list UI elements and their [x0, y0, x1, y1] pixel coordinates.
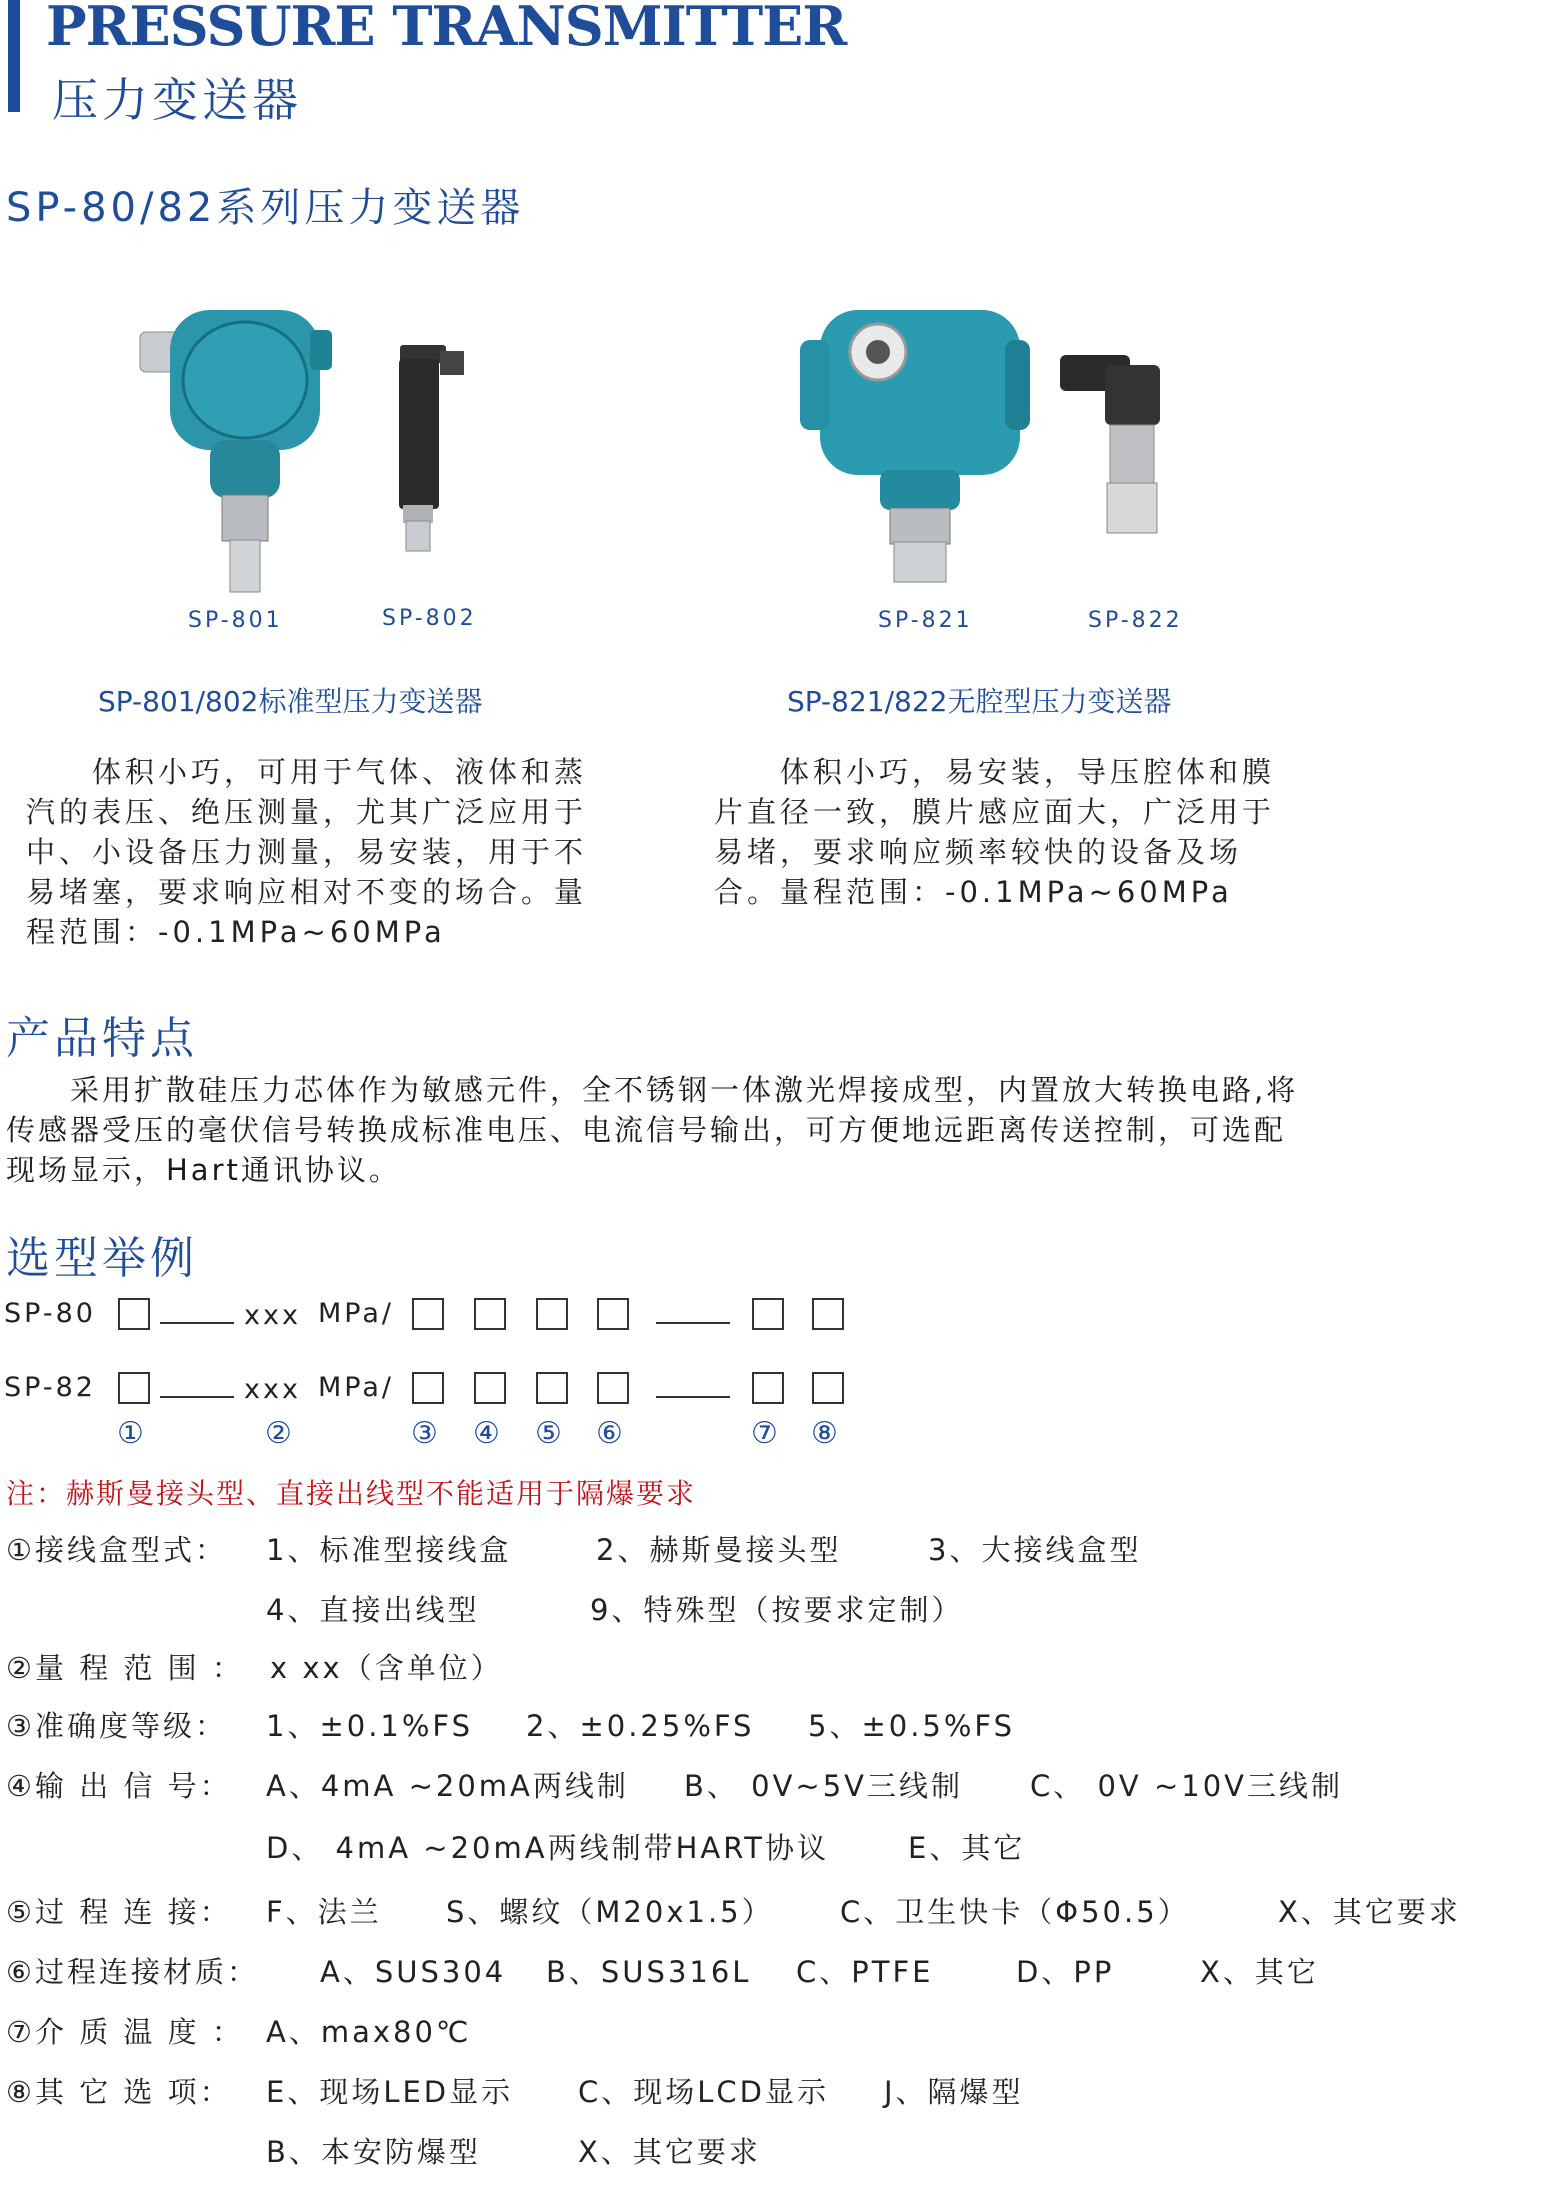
- product-description-left: 体积小巧，可用于气体、液体和蒸汽的表压、绝压测量，尤其广泛应用于中、小设备压力测量，易安装，用于不易堵塞，要求响应相对不变的场合。量程范围：-0.1MPa~60MPa: [26, 755, 588, 949]
- marker-5: ⑤: [535, 1416, 562, 1451]
- option-value: J、隔爆型: [884, 2075, 1024, 2109]
- range-placeholder: xxx: [244, 1374, 301, 1405]
- code-box-5: [536, 1298, 568, 1330]
- model-label-sp-821: SP-821: [878, 608, 973, 633]
- marker-3: ③: [411, 1416, 438, 1451]
- product-subtitle-right: SP-821/822无腔型压力变送器: [787, 685, 1172, 718]
- option-label: ⑦介 质 温 度 ：: [6, 2015, 244, 2049]
- series-title: SP-80/82系列压力变送器: [6, 185, 525, 231]
- product-description-right: 体积小巧，易安装，导压腔体和膜片直径一致，膜片感应面大，广泛用于易堵，要求响应频率较快的设备及场合。量程范围：-0.1MPa~60MPa: [714, 755, 1276, 909]
- model-label-sp-822: SP-822: [1088, 608, 1183, 633]
- option-value: C、卫生快卡（Φ50.5）: [840, 1895, 1190, 1929]
- option-value: D、PP: [1016, 1955, 1115, 1989]
- dash-line: [656, 1322, 730, 1324]
- option-value: B、 0V~5V三线制: [684, 1769, 963, 1803]
- model-label-sp-802: SP-802: [382, 606, 477, 631]
- marker-6: ⑥: [596, 1416, 623, 1451]
- code-box-5: [536, 1372, 568, 1404]
- sp-821-device-image: [800, 300, 1030, 590]
- option-value: 9、特殊型（按要求定制）: [590, 1593, 964, 1627]
- code-box-6: [597, 1372, 629, 1404]
- option-value: E、现场LED显示: [266, 2075, 514, 2109]
- unit-label: MPa/: [318, 1298, 395, 1329]
- range-placeholder: xxx: [244, 1300, 301, 1331]
- option-label: ⑤过 程 连 接：: [6, 1895, 232, 1929]
- option-value: C、现场LCD显示: [578, 2075, 829, 2109]
- code-box-4: [474, 1298, 506, 1330]
- option-value: C、PTFE: [796, 1955, 934, 1989]
- marker-4: ④: [473, 1416, 500, 1451]
- page-title-english: PRESSURE TRANSMITTER: [46, 0, 847, 58]
- marker-2: ②: [265, 1416, 292, 1451]
- option-value: F、法兰: [266, 1895, 382, 1929]
- code-box-8: [812, 1372, 844, 1404]
- selection-note: 注：赫斯曼接头型、直接出线型不能适用于隔爆要求: [6, 1477, 697, 1510]
- sp-801-device-image: [140, 300, 340, 600]
- features-heading: 产品特点: [6, 1013, 198, 1064]
- marker-7: ⑦: [751, 1416, 778, 1451]
- option-label: ⑧其 它 选 项：: [6, 2075, 232, 2109]
- option-value: 2、±0.25%FS: [526, 1709, 755, 1743]
- option-value: 1、±0.1%FS: [266, 1709, 474, 1743]
- unit-label: MPa/: [318, 1372, 395, 1403]
- option-value: 3、大接线盒型: [928, 1533, 1142, 1567]
- option-value: A、max80℃: [266, 2015, 472, 2049]
- option-value: A、4mA ~20mA两线制: [266, 1769, 629, 1803]
- option-value: X、其它要求: [578, 2135, 761, 2169]
- features-text: 采用扩散硅压力芯体作为敏感元件，全不锈钢一体激光焊接成型，内置放大转换电路,将传感器受压的毫伏信号转换成标准电压、电流信号输出，可方便地远距离传送控制，可选配现场显示，Hart通讯协议。: [6, 1073, 1299, 1187]
- product-subtitle-left: SP-801/802标准型压力变送器: [98, 685, 483, 718]
- code-box-8: [812, 1298, 844, 1330]
- option-label: ②量 程 范 围 ：: [6, 1651, 244, 1685]
- header-accent-bar: [8, 0, 20, 112]
- sp-802-device-image: [385, 345, 475, 555]
- selection-heading: 选型举例: [6, 1233, 198, 1284]
- option-value: 2、赫斯曼接头型: [596, 1533, 842, 1567]
- option-value: B、本安防爆型: [266, 2135, 481, 2169]
- option-value: D、 4mA ~20mA两线制带HART协议: [266, 1831, 829, 1865]
- page-title-chinese: 压力变送器: [52, 73, 302, 127]
- option-value: 1、标准型接线盒: [266, 1533, 512, 1567]
- option-label: ③准确度等级：: [6, 1709, 227, 1743]
- code-box-3: [412, 1298, 444, 1330]
- sp-822-device-image: [1060, 345, 1170, 545]
- code-box-7: [752, 1298, 784, 1330]
- option-value: 5、±0.5%FS: [808, 1709, 1016, 1743]
- code-box-6: [597, 1298, 629, 1330]
- dash-line: [160, 1322, 234, 1324]
- option-value: X、其它要求: [1278, 1895, 1461, 1929]
- option-value: x xx（含单位）: [270, 1651, 503, 1685]
- option-value: C、 0V ~10V三线制: [1030, 1769, 1344, 1803]
- dash-line: [160, 1396, 234, 1398]
- option-value: X、其它: [1200, 1955, 1319, 1989]
- marker-8: ⑧: [811, 1416, 838, 1451]
- option-value: A、SUS304: [320, 1955, 507, 1989]
- code-box-1: [118, 1298, 150, 1330]
- option-label: ①接线盒型式：: [6, 1533, 227, 1567]
- option-value: B、SUS316L: [546, 1955, 752, 1989]
- row-prefix-sp80: SP-80: [4, 1298, 96, 1329]
- code-box-7: [752, 1372, 784, 1404]
- row-prefix-sp82: SP-82: [4, 1372, 96, 1403]
- option-value: 4、直接出线型: [266, 1593, 480, 1627]
- dash-line: [656, 1396, 730, 1398]
- option-value: S、螺纹（M20x1.5）: [446, 1895, 774, 1929]
- code-box-1: [118, 1372, 150, 1404]
- option-label: ⑥过程连接材质：: [6, 1955, 259, 1989]
- model-label-sp-801: SP-801: [188, 608, 283, 633]
- marker-1: ①: [117, 1416, 144, 1451]
- option-label: ④输 出 信 号：: [6, 1769, 232, 1803]
- code-box-3: [412, 1372, 444, 1404]
- option-value: E、其它: [908, 1831, 1026, 1865]
- code-box-4: [474, 1372, 506, 1404]
